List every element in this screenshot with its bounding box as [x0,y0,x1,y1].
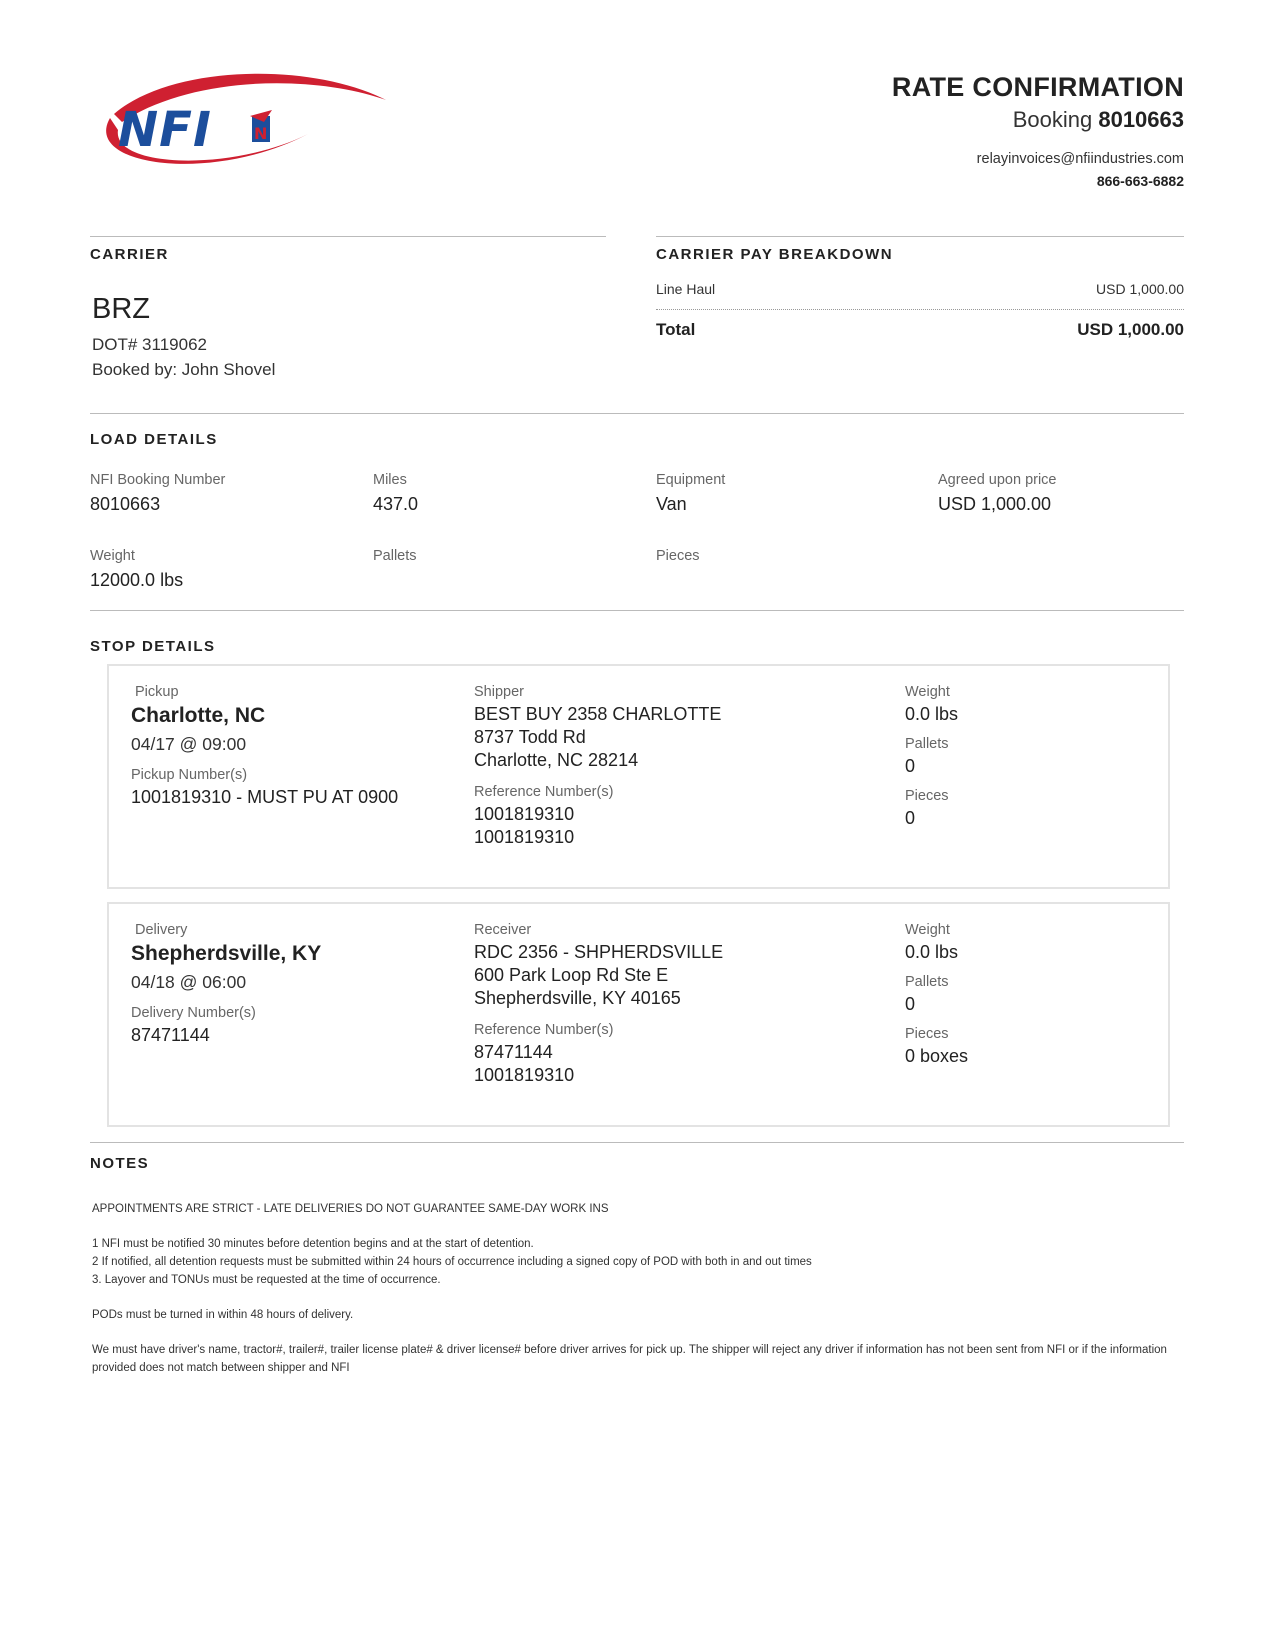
pieces-value: 0 boxes [905,1046,969,1066]
delivery-stop-card [107,902,1170,1127]
agreed-price-label: Agreed upon price [938,472,1057,488]
note-line: 3. Layover and TONUs must be requested at the time of occurrence. [92,1274,441,1286]
line-haul-value: USD 1,000.00 [1096,281,1184,297]
stop-number: 87471144 [131,1025,210,1045]
pieces-label: Pieces [905,788,949,804]
booking-number-value: 8010663 [90,494,161,514]
party-label: Receiver [474,922,532,938]
weight-label: Weight [905,922,950,938]
reference-label: Reference Number(s) [474,784,614,800]
note-line: We must have driver's name, tractor#, trailer#, trailer license plate# & driver license# before driver arrives for pick up. The shipper will reject any driver if information has not been sent from NFI or if the information provided does not match between shipper and NFI [92,1344,1167,1374]
pallets-label: Pallets [905,974,949,990]
pieces-value: 0 [905,808,916,828]
booking-label: Booking [1012,107,1093,132]
note-line: 1 NFI must be notified 30 minutes before detention begins and at the start of detention. [92,1238,534,1250]
delivery-location [131,922,451,1047]
reference-label: Reference Number(s) [474,1022,614,1038]
stop-number-label: Delivery Number(s) [131,1005,256,1021]
reference-number: 1001819310 [474,1065,575,1085]
carrier-booked-by: Booked by: John Shovel [92,360,276,379]
total-label: Total [656,320,696,339]
svg-text:N: N [254,124,268,143]
eagle-icon [250,110,272,143]
stop-city: Shepherdsville, KY [131,942,322,965]
field-equipment [656,472,725,515]
miles-label: Miles [373,472,407,488]
divider [90,1142,1184,1143]
equipment-label: Equipment [656,472,726,488]
divider [90,236,606,237]
stops-section-title: STOP DETAILS [90,638,216,655]
divider [90,413,1184,414]
party-address2: Charlotte, NC 28214 [474,750,639,770]
document-header [892,72,1184,189]
weight-label: Weight [90,548,135,564]
carrier-name: BRZ [92,293,150,325]
document-title: RATE CONFIRMATION [891,72,1184,102]
field-pieces [656,548,700,570]
line-haul-row [656,281,1184,297]
stop-number-label: Pickup Number(s) [131,767,248,783]
line-haul-label: Line Haul [656,281,716,297]
pallets-value: 0 [905,994,916,1014]
carrier-section-title: CARRIER [90,246,169,263]
pickup-quantities [905,684,1145,830]
load-section-title: LOAD DETAILS [90,431,218,448]
stop-city: Charlotte, NC [131,704,266,727]
contact-email[interactable]: relayinvoices@nfiindustries.com [976,151,1184,167]
field-weight [90,548,183,591]
agreed-price-value: USD 1,000.00 [938,494,1052,514]
pallets-value: 0 [905,756,916,776]
pay-section-title: CARRIER PAY BREAKDOWN [656,246,894,263]
reference-number: 87471144 [474,1042,553,1062]
equipment-value: Van [656,494,687,514]
notes-body [92,1200,1182,1394]
contact-phone: 866-663-6882 [1096,173,1184,189]
booking-line [892,107,1184,133]
divider [656,236,1184,237]
field-booking-number [90,472,225,515]
party-label: Shipper [474,684,524,700]
stop-type: Delivery [135,922,188,938]
weight-label: Weight [905,684,950,700]
stop-time: 04/18 @ 06:00 [131,972,247,992]
pickup-location [131,684,451,809]
stop-type: Pickup [135,684,179,700]
party-name: BEST BUY 2358 CHARLOTTE [474,704,722,724]
field-miles [373,472,418,515]
note-line: 2 If notified, all detention requests must be submitted within 24 hours of occurrence including a signed copy of POD with both in and out times [92,1256,812,1268]
pickup-stop-card [107,664,1170,889]
notes-section-title: NOTES [90,1155,150,1172]
miles-value: 437.0 [373,494,419,514]
total-value: USD 1,000.00 [1077,320,1184,339]
booking-number-label: NFI Booking Number [90,472,226,488]
delivery-quantities [905,922,1145,1068]
nfi-logo [92,66,392,186]
dotted-divider [656,309,1184,310]
pieces-label: Pieces [905,1026,949,1042]
reference-number: 1001819310 [474,827,575,847]
weight-value: 0.0 lbs [905,942,959,962]
weight-value: 12000.0 lbs [90,570,184,590]
party-name: RDC 2356 - SHPHERDSVILLE [474,942,724,962]
pieces-label: Pieces [656,548,700,564]
note-line: APPOINTMENTS ARE STRICT - LATE DELIVERIES DO NOT GUARANTEE SAME-DAY WORK INS [92,1203,609,1215]
party-address1: 600 Park Loop Rd Ste E [474,965,669,985]
party-address1: 8737 Todd Rd [474,727,586,747]
pallets-label: Pallets [905,736,949,752]
field-agreed-price [938,472,1057,515]
pickup-shipper [474,684,874,849]
booking-number: 8010663 [1098,107,1184,132]
stop-number: 1001819310 - MUST PU AT 0900 [131,787,399,807]
logo-text: NFI [118,102,212,158]
pallets-label: Pallets [373,548,417,564]
reference-number: 1001819310 [474,804,575,824]
party-address2: Shepherdsville, KY 40165 [474,988,681,1008]
field-pallets [373,548,417,570]
weight-value: 0.0 lbs [905,704,959,724]
divider [90,610,1184,611]
note-line: PODs must be turned in within 48 hours of delivery. [92,1309,354,1321]
delivery-receiver [474,922,874,1087]
total-row [656,320,1184,340]
carrier-dot: DOT# 3119062 [92,335,207,354]
stop-time: 04/17 @ 09:00 [131,734,247,754]
